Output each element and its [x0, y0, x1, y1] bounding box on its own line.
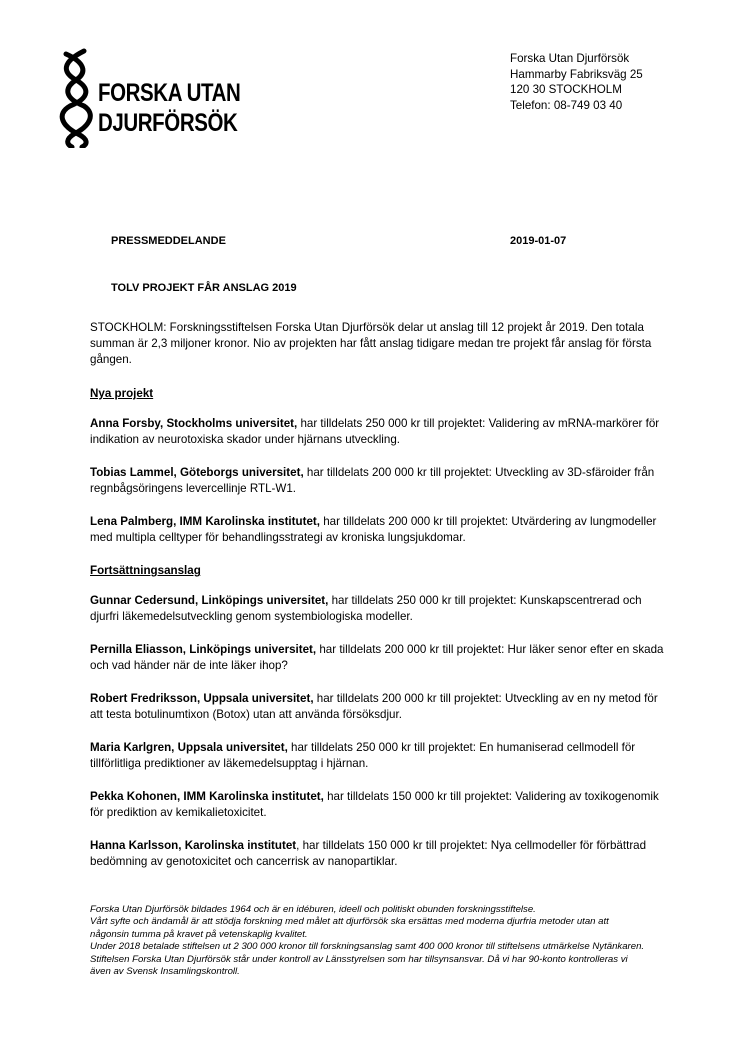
- grant-entry: [90, 789, 670, 821]
- organization-footer-note: [90, 904, 650, 978]
- grantee-name: Robert Fredriksson, Uppsala universitet,: [90, 692, 314, 705]
- document-type-label: PRESSMEDDELANDE: [111, 235, 226, 247]
- grantee-name: Gunnar Cedersund, Linköpings universitet,: [90, 594, 329, 607]
- grantee-name: Tobias Lammel, Göteborgs universitet,: [90, 466, 304, 479]
- grant-description: har tilldelats 200 000 kr till projektet: Hur läker senor efter en skada och vad händer när de inte läker ihop?: [90, 643, 664, 672]
- grantee-name: Pernilla Eliasson, Linköpings universitet,: [90, 643, 317, 656]
- grant-description: har tilldelats 250 000 kr till projektet: En humaniserad cellmodell för tillförlitliga prediktioner av läkemedelsupptag i hjärnan.: [90, 741, 636, 770]
- grant-entry: [90, 838, 670, 870]
- grant-entry: [90, 691, 670, 723]
- footer-line-1: Forska Utan Djurförsök bildades 1964 och är en idéburen, ideell och politiskt obunden forskningsstiftelse.: [90, 904, 536, 915]
- grantee-name: Pekka Kohonen, IMM Karolinska institutet,: [90, 790, 324, 803]
- grantee-name: Anna Forsby, Stockholms universitet,: [90, 417, 298, 430]
- grant-description: har tilldelats 250 000 kr till projektet: Validering av mRNA-markörer för indikation av neurotoxiska skador under hjärnans utveckling.: [90, 417, 660, 446]
- grantee-name: Maria Karlgren, Uppsala universitet,: [90, 741, 288, 754]
- sender-address: [510, 51, 643, 113]
- grant-entry: [90, 514, 670, 546]
- address-street: Hammarby Fabriksväg 25: [510, 67, 643, 81]
- grant-description: har tilldelats 150 000 kr till projektet: Validering av toxikogenomik för prediktion av kemikalietoxicitet.: [90, 790, 659, 819]
- footer-line-2: Vårt syfte och ändamål är att stödja forskning med målet att djurförsök ska ersättas med moderna djurfria metoder utan att någonsin tumma på kravet på vetenskaplig kvalitet.: [90, 916, 609, 940]
- logo-line-1: FORSKA UTAN: [98, 79, 241, 107]
- grant-description: har tilldelats 200 000 kr till projektet: Utveckling av en ny metod för att testa botulinumtixon (Botox) utan att använda försöksdjur.: [90, 692, 658, 721]
- grantee-name: Lena Palmberg, IMM Karolinska institutet,: [90, 515, 320, 528]
- document-date: 2019-01-07: [510, 235, 567, 247]
- grant-description: har tilldelats 200 000 kr till projektet: Utveckling av 3D-sfäroider från regnbågsöringens levercellinje RTL-W1.: [90, 466, 655, 495]
- footer-line-3: Under 2018 betalade stiftelsen ut 2 300 000 kronor till forskningsanslag samt 400 000 kronor till stiftelsens utmärkelse Nytänkaren. Stiftelsen Forska Utan Djurförsök står under kontroll av Länsstyrelsen som har tillsynsansvar. Då vi har 90-konto kontrolleras vi även av Svensk Insamlingskontroll.: [90, 941, 645, 978]
- section-heading-continued-grants: Fortsättningsanslag: [90, 564, 201, 577]
- section-heading-new-projects: Nya projekt: [90, 387, 154, 400]
- grant-entry: [90, 593, 670, 625]
- grantee-name: Hanna Karlsson, Karolinska institutet: [90, 839, 297, 852]
- logo-line-2: DJURFÖRSÖK: [98, 109, 238, 137]
- dna-helix-icon: [58, 48, 98, 148]
- grant-entry: [90, 465, 670, 497]
- grant-description: , har tilldelats 150 000 kr till projektet: Nya cellmodeller för förbättrad bedömning av genotoxicitet och cancerrisk av nanopartiklar.: [90, 839, 647, 868]
- logo-wordmark: [98, 78, 240, 138]
- address-name: Forska Utan Djurförsök: [510, 52, 630, 65]
- grant-description: har tilldelats 250 000 kr till projektet: Kunskapscentrerad och djurfri läkemedelsutveckling genom systembiologiska modeller.: [90, 594, 642, 623]
- grant-description: har tilldelats 200 000 kr till projektet: Utvärdering av lungmodeller med multipla celltyper för behandlingsstrategi av kroniska lungsjukdomar.: [90, 515, 657, 544]
- press-release-body: [90, 320, 670, 887]
- address-city: 120 30 STOCKHOLM: [510, 83, 622, 96]
- grant-entry: [90, 416, 670, 448]
- address-phone: Telefon: 08-749 03 40: [510, 98, 623, 112]
- press-release-headline: TOLV PROJEKT FÅR ANSLAG 2019: [111, 282, 297, 294]
- organization-logo: [58, 48, 248, 148]
- intro-paragraph: STOCKHOLM: Forskningsstiftelsen Forska Utan Djurförsök delar ut anslag till 12 projekt år 2019. Den totala summan är 2,3 miljoner kronor. Nio av projekten har fått anslag tidigare medan tre projekt får anslag för första gången.: [90, 321, 652, 366]
- grant-entry: [90, 642, 670, 674]
- grant-entry: [90, 740, 670, 772]
